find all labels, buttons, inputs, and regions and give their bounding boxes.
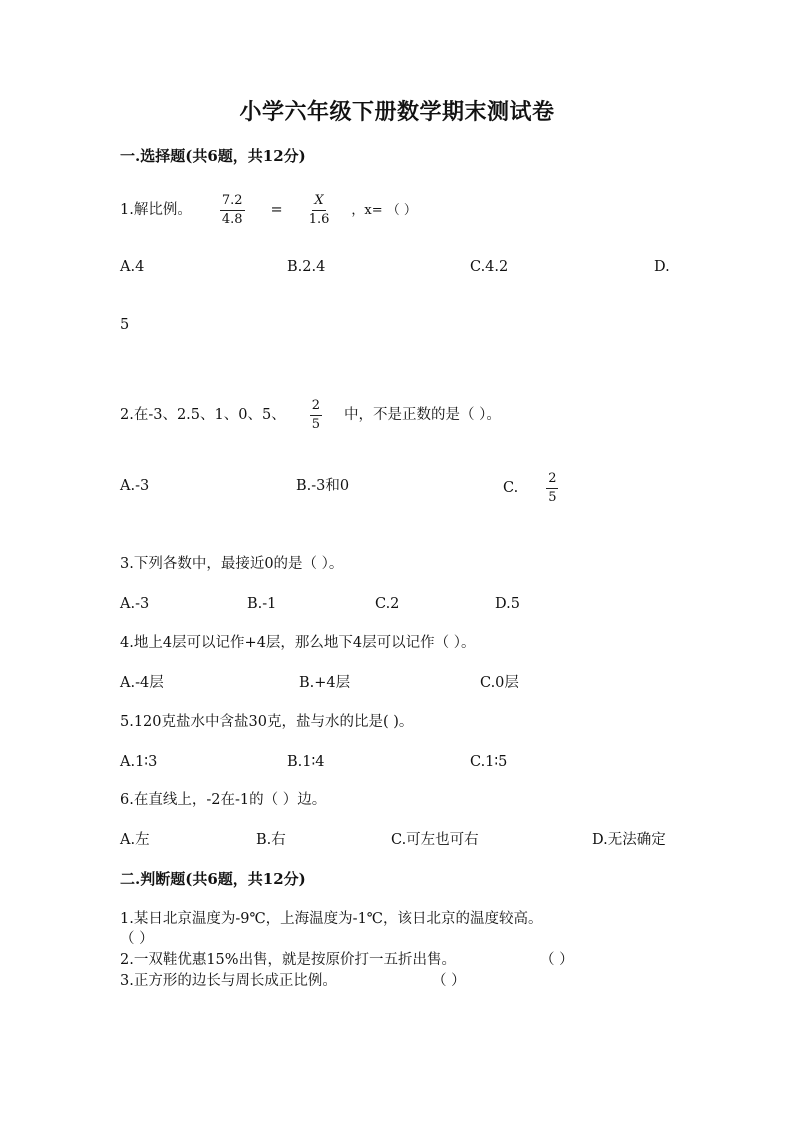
option-c: C.1∶5 xyxy=(470,754,508,770)
fraction-denominator: 4.8 xyxy=(221,211,243,227)
option-c xyxy=(503,472,558,504)
option-d: D.5 xyxy=(495,596,520,612)
fraction xyxy=(546,472,558,504)
option-b: B.+4层 xyxy=(299,675,351,691)
judgement-3-paren: （ ） xyxy=(432,973,466,989)
fraction-denominator: 1.6 xyxy=(308,211,330,227)
option-c: C.4.2 xyxy=(470,259,509,275)
option-d-value: 5 xyxy=(120,317,130,333)
option-a: A.1∶3 xyxy=(120,754,158,770)
judgement-1: 1.某日北京温度为-9℃，上海温度为-1℃，该日北京的温度较高。 xyxy=(120,911,543,927)
section-heading-choice: 一.选择题(共6题，共12分) xyxy=(120,147,306,165)
question-2-suffix: 中，不是正数的是（ ）。 xyxy=(343,406,501,423)
page-title: 小学六年级下册数学期末测试卷 xyxy=(239,99,555,125)
fraction-numerator: 7.2 xyxy=(220,194,245,211)
judgement-2-paren: （ ） xyxy=(540,952,574,968)
option-b: B.右 xyxy=(256,832,286,848)
question-2 xyxy=(120,399,501,431)
judgement-3: 3.正方形的边长与周长成正比例。 xyxy=(120,973,337,989)
question-1-suffix: ，x= （ ） xyxy=(351,202,417,218)
question-4: 4.地上4层可以记作+4层，那么地下4层可以记作（ ）。 xyxy=(120,635,476,651)
option-b: B.2.4 xyxy=(287,259,326,275)
option-a: A.4 xyxy=(120,259,145,275)
question-3: 3.下列各数中，最接近0的是（ ）。 xyxy=(120,556,344,572)
fraction xyxy=(310,399,322,431)
option-b: B.-1 xyxy=(247,596,277,612)
option-b: B.-3和0 xyxy=(296,478,350,494)
question-1 xyxy=(120,194,417,226)
judgement-2: 2.一双鞋优惠15%出售，就是按原价打一五折出售。 xyxy=(120,952,457,968)
ratio-fraction-right xyxy=(309,194,330,226)
question-1-prefix: 1.解比例。 xyxy=(120,201,192,218)
section-heading-judgement: 二.判断题(共6题，共12分) xyxy=(120,870,306,888)
option-d: D.无法确定 xyxy=(592,832,666,848)
option-c: C.可左也可右 xyxy=(391,832,479,848)
option-a: A.-4层 xyxy=(120,675,164,691)
question-5: 5.120克盐水中含盐30克，盐与水的比是( )。 xyxy=(120,714,414,730)
fraction-denominator: 5 xyxy=(311,416,320,432)
option-d: D. xyxy=(654,259,670,275)
option-b: B.1∶4 xyxy=(287,754,325,770)
fraction-denominator: 5 xyxy=(548,489,557,505)
equals-sign: = xyxy=(270,201,283,218)
option-c: C.2 xyxy=(375,596,400,612)
option-a: A.左 xyxy=(120,832,150,848)
fraction-numerator: X xyxy=(312,194,325,211)
question-6: 6.在直线上，-2在-1的（ ）边。 xyxy=(120,792,327,808)
judgement-1-paren: （ ） xyxy=(120,931,154,947)
option-a: A.-3 xyxy=(120,596,150,612)
option-c-label: C. xyxy=(503,479,519,496)
question-2-prefix: 2.在-3、2.5、1、0、5、 xyxy=(120,406,286,423)
fraction-numerator: 2 xyxy=(546,472,558,489)
option-c: C.0层 xyxy=(480,675,519,691)
option-a: A.-3 xyxy=(120,478,150,494)
ratio-fraction-left xyxy=(220,194,245,226)
fraction-numerator: 2 xyxy=(310,399,322,416)
